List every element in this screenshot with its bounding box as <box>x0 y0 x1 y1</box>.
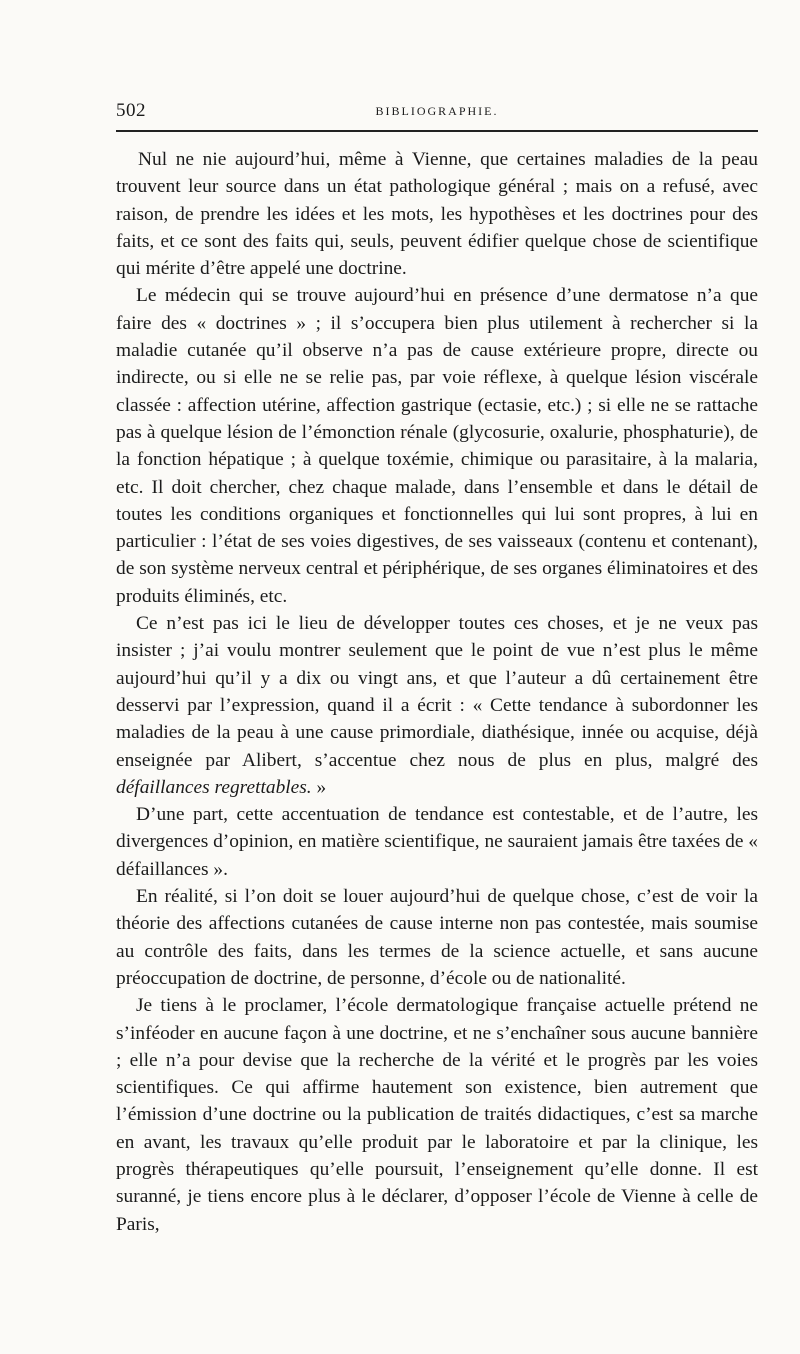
page-header <box>116 96 758 122</box>
paragraph-3 <box>116 610 758 801</box>
emphasis-defaillances: défaillances regrettables. <box>116 776 312 798</box>
paragraph-3-text: Ce n’est pas ici le lieu de développer toutes ces choses, et je ne veux pas insister ; j’ai voulu montrer seulement que le point de vue n’est plus le même aujourd’hui qu’il y a dix ou vingt ans, et que l’auteur a dû certainement être desservi par l’expression, quand il a écrit : « Cette tendance à subordonner les maladies de la peau à une cause primordiale, diathésique, innée ou acquise, déjà enseignée par Alibert, s’accentue chez nous de plus en plus, malgré des <box>116 613 758 771</box>
paragraph-2: Le médecin qui se trouve aujourd’hui en présence d’une dermatose n’a que faire des « doctrines » ; il s’occupera bien plus utilement à rechercher si la maladie cutanée qu’il observe n’a pas de cause extérieure propre, directe ou indirecte, ou si elle ne se relie pas, par voie réflexe, à quelque lésion viscérale classée : affection utérine, affection gastrique (ectasie, etc.) ; si elle ne se rattache pas à quelque lésion de l’émonction rénale (glycosurie, oxalurie, phosphaturie), de la fonction hépatique ; à quelque toxémie, chimique ou parasitaire, à la malaria, etc. Il doit chercher, chez chaque malade, dans l’ensemble et dans le détail de toutes les conditions organiques et fonctionnelles qui lui sont propres, à lui en particulier : l’état de ses voies digestives, de ses vaisseaux (contenu et contenant), de son système nerveux central et périphérique, de ses organes éliminatoires et des produits éliminés, etc. <box>116 285 758 607</box>
paragraph-3-close: » <box>311 776 327 798</box>
book-page <box>116 96 758 1235</box>
header-rule <box>116 130 758 132</box>
paragraph-4: D’une part, cette accentuation de tendance est contestable, et de l’autre, les divergences d’opinion, en matière scientifique, ne sauraient jamais être taxées de « défaillances ». <box>116 804 758 880</box>
running-head: BIBLIOGRAPHIE. <box>375 104 499 118</box>
page-number: 502 <box>116 100 146 121</box>
body-text <box>116 146 758 1238</box>
paragraph-5: En réalité, si l’on doit se louer aujourd’hui de quelque chose, c’est de voir la théorie des affections cutanées de cause interne non pas contestée, mais soumise au contrôle des faits, dans les termes de la science actuelle, et sans aucune préoccupation de doctrine, de personne, d’école ou de nationalité. <box>116 886 758 989</box>
paragraph-1: Nul ne nie aujourd’hui, même à Vienne, que certaines maladies de la peau trouvent leur source dans un état pathologique général ; mais on a refusé, avec raison, de prendre les idées et les mots, les hypothèses et les doctrines pour des faits, et ce sont des faits qui, seuls, peuvent édifier quelque chose de scientifique qui mérite d’être appelé une doctrine. <box>116 149 758 280</box>
paragraph-6: Je tiens à le proclamer, l’école dermatologique française actuelle prétend ne s’inféoder en aucune façon à une doctrine, et ne s’enchaîner sous aucune bannière ; elle n’a pour devise que la recherche de la vérité et le progrès par les voies scientifiques. Ce qui affirme hautement son existence, bien autrement que l’émission d’une doctrine ou la publication de traités didactiques, c’est sa marche en avant, les travaux qu’elle produit par le laboratoire et par la clinique, les progrès thérapeutiques qu’elle poursuit, l’enseignement qu’elle donne. Il est suranné, je tiens encore plus à le déclarer, d’opposer l’école de Vienne à celle de Paris, <box>116 995 758 1235</box>
